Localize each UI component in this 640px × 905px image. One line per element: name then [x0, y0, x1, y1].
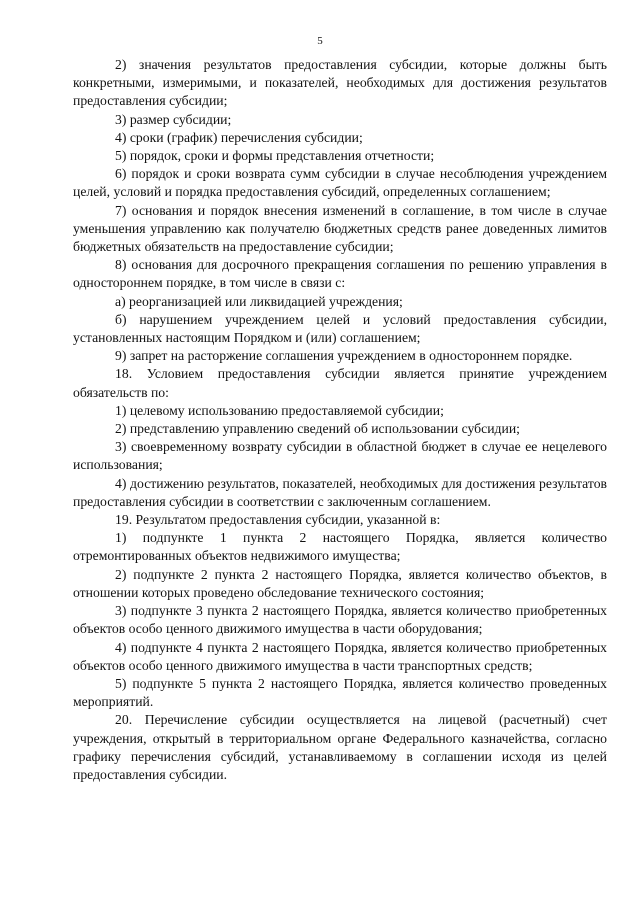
paragraph: 19. Результатом предоставления субсидии, указанной в: [115, 512, 441, 528]
paragraph: 1) подпункте 1 пункта 2 настоящего Порядка, является количество отремонтированных объектов недвижимого имущества; [73, 530, 607, 564]
document-body [73, 56, 607, 784]
paragraph: 4) достижению результатов, показателей, необходимых для достижения результатов предоставления субсидии в соответствии с заключенным соглашением. [73, 475, 607, 509]
paragraph: 20. Перечисление субсидии осуществляется на лицевой (расчетный) счет учреждения, открытый в территориальном органе Федерального казначейства, согласно графику перечисления субсидий, устанавливаемому в соглашении исходя из целей предоставления субсидии. [73, 712, 607, 782]
paragraph: б) нарушением учреждением целей и условий предоставления субсидии, установленных настоящим Порядком и (или) соглашением; [73, 311, 607, 346]
paragraph: 7) основания и порядок внесения изменений в соглашение, в том числе в случае уменьшения управлению как получателю бюджетных средств ранее доведенных лимитов бюджетных обязательств на предоставление субсидии; [73, 202, 607, 255]
page-number: 5 [317, 35, 323, 47]
paragraph: 8) основания для досрочного прекращения соглашения по решению управления в одностороннем порядке, в том числе в связи с: [73, 257, 607, 291]
paragraph: 6) порядок и сроки возврата сумм субсидии в случае несоблюдения учреждением целей, условий и порядка предоставления субсидий, определенных соглашением; [73, 166, 607, 200]
paragraph: 2) подпункте 2 пункта 2 настоящего Порядка, является количество объектов, в отношении которых проведено обследование технического состояния; [73, 566, 607, 600]
paragraph: 4) подпункте 4 пункта 2 настоящего Порядка, является количество приобретенных объектов особо ценного движимого имущества в части транспортных средств; [73, 639, 607, 673]
paragraph: 3) размер субсидии; [115, 111, 232, 127]
paragraph: 5) подпункте 5 пункта 2 настоящего Порядка, является количество проведенных мероприятий. [73, 675, 607, 710]
paragraph: 9) запрет на расторжение соглашения учреждением в одностороннем порядке. [115, 348, 573, 364]
paragraph: 2) представлению управлению сведений об использовании субсидии; [115, 421, 520, 437]
paragraph: 3) своевременному возврату субсидии в областной бюджет в случае ее нецелевого использования; [73, 439, 607, 473]
paragraph: 18. Условием предоставления субсидии является принятие учреждением обязательств по: [73, 366, 607, 400]
paragraph: 2) значения результатов предоставления субсидии, которые должны быть конкретными, измеримыми, и показателей, необходимых для достижения результатов предоставления субсидии; [73, 57, 607, 109]
paragraph: 3) подпункте 3 пункта 2 настоящего Порядка, является количество приобретенных объектов особо ценного движимого имущества в части оборудования; [73, 603, 607, 637]
paragraph: 4) сроки (график) перечисления субсидии; [115, 129, 363, 145]
paragraph: а) реорганизацией или ликвидацией учреждения; [115, 293, 403, 309]
paragraph: 5) порядок, сроки и формы представления отчетности; [115, 148, 435, 164]
paragraph: 1) целевому использованию предоставляемой субсидии; [115, 402, 444, 418]
